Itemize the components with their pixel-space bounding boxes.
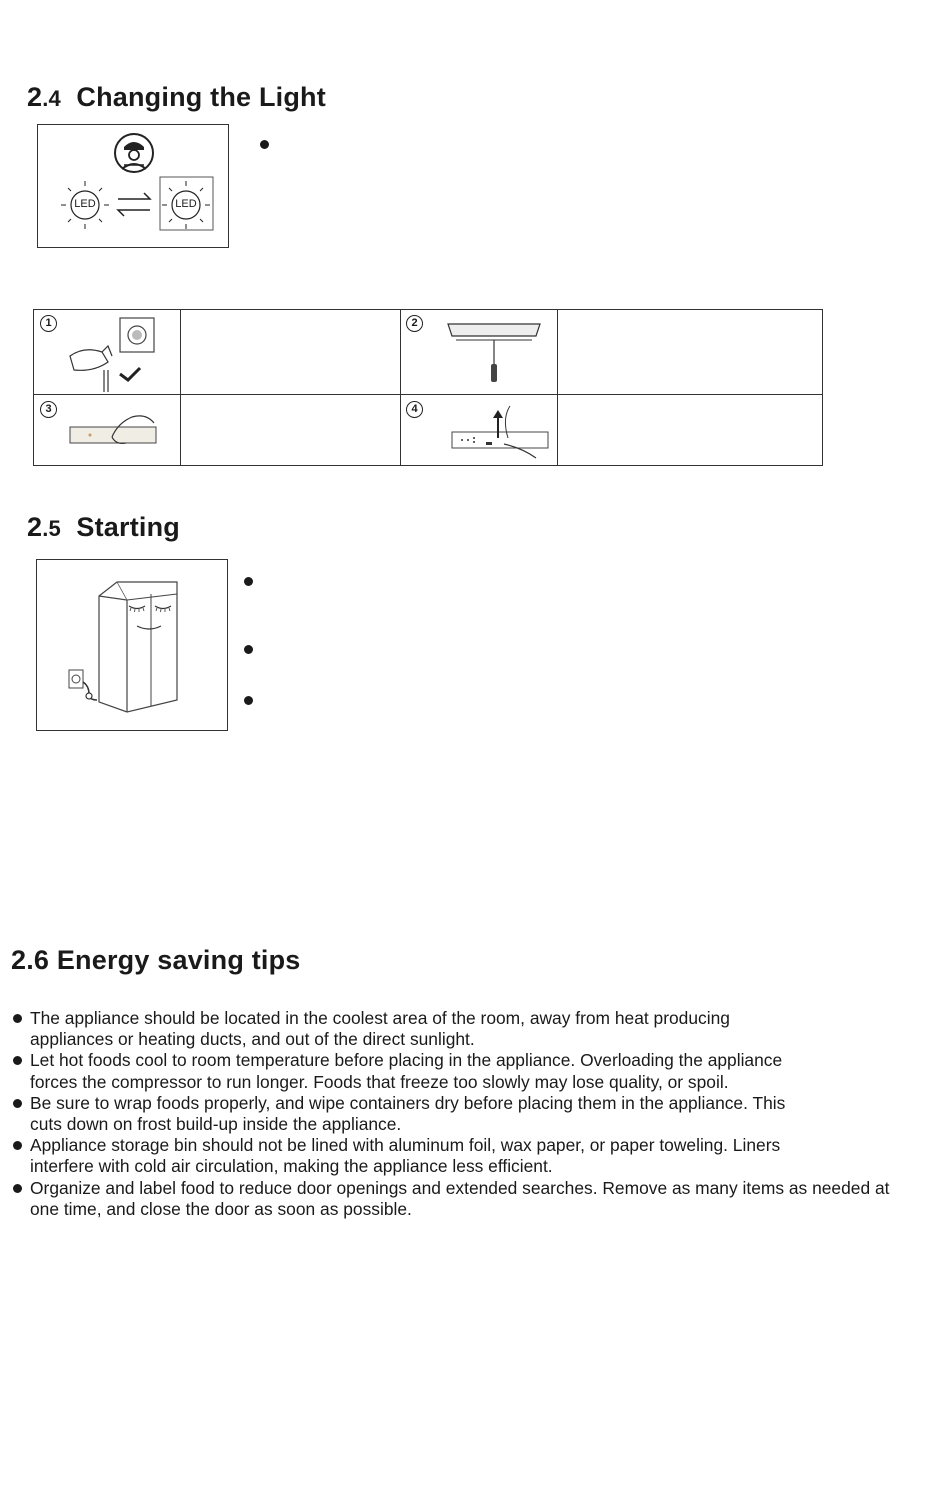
step-number: 1 (40, 315, 57, 332)
section-heading-energy: 2.6 Energy saving tips (11, 945, 301, 975)
led-diagram (38, 125, 230, 249)
list-item: The appliance should be located in the coolest area of the room, away from heat producing appliances or heating ducts, and out of the direct sunlight. (11, 1008, 790, 1050)
bullet (260, 140, 269, 149)
step-number: 4 (406, 401, 423, 418)
section-number: 2 (27, 82, 43, 112)
led-label-right: LED (175, 198, 197, 210)
list-item: Appliance storage bin should not be lined with aluminum foil, wax paper, or paper toweling. Liners interfere with cold air circulation, making the appliance less efficient. (11, 1135, 830, 1177)
led-label-left: LED (74, 198, 96, 210)
section-number-suffix: .5 (42, 516, 61, 541)
led-illustration (37, 124, 229, 248)
list-item: Let hot foods cool to room temperature before placing in the appliance. Overloading the appliance forces the compressor to run longer. Foods that freeze too slowly may lose quality, or spoil. (11, 1050, 820, 1092)
energy-tips-list (11, 1008, 911, 1220)
refrigerator-icon (37, 560, 229, 732)
step-number: 2 (406, 315, 423, 332)
bullet (244, 577, 253, 586)
list-item: Be sure to wrap foods properly, and wipe containers dry before placing them in the appliance. This cuts down on frost build-up inside the appliance. (11, 1093, 800, 1135)
swap-arrows-icon (118, 193, 150, 216)
list-item: Organize and label food to reduce door openings and extended searches. Remove as many items as needed at one time, and close the door as soon as possible. (11, 1178, 900, 1220)
light-steps-table (33, 309, 823, 466)
section-heading-light (27, 82, 326, 113)
section-title: Starting (76, 512, 180, 542)
light-cover-icon (66, 403, 166, 463)
power-plug-icon (69, 670, 97, 700)
section-heading-starting (27, 512, 180, 543)
starting-illustration (36, 559, 228, 731)
section-title: Changing the Light (76, 82, 326, 112)
power-plug-icon (64, 312, 174, 392)
step-number: 3 (40, 401, 57, 418)
technician-icon (115, 134, 153, 172)
section-number-suffix: .4 (42, 86, 61, 111)
section-number: 2 (27, 512, 43, 542)
bullet (244, 645, 253, 654)
screwdriver-icon (444, 318, 544, 388)
bullet (244, 696, 253, 705)
light-cover-icon (442, 398, 552, 464)
